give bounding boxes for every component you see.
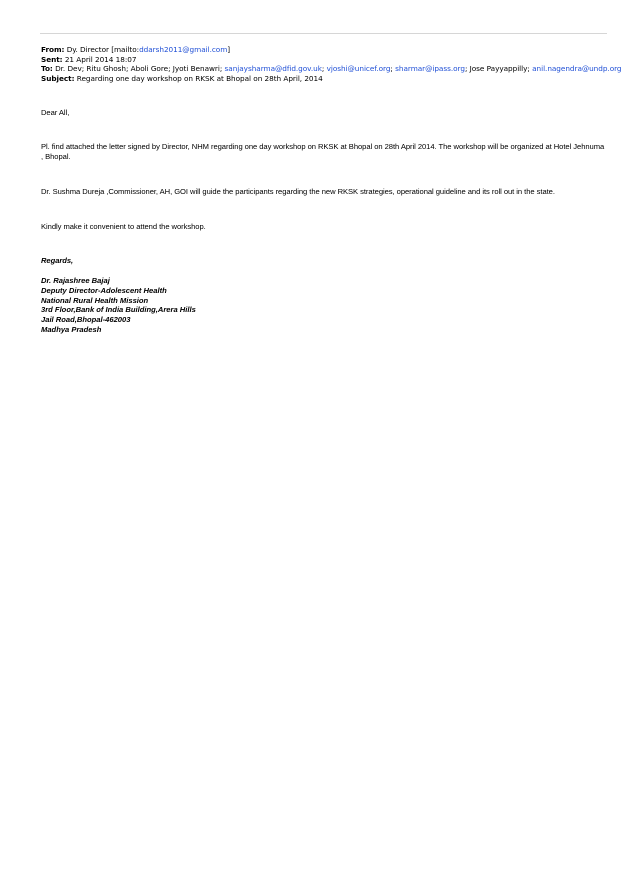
from-email-link[interactable]: ddarsh2011@gmail.com: [139, 45, 228, 54]
paragraph-request: Kindly make it convenient to attend the workshop.: [41, 222, 206, 231]
header-divider: [40, 33, 607, 34]
to-separator-1: ;: [321, 64, 325, 74]
regards-line: Regards,: [41, 256, 74, 265]
signature-title: Deputy Director-Adolescent Health: [41, 285, 167, 295]
subject-value: Regarding one day workshop on RKSK at Bhopal on 28th April, 2014: [76, 73, 323, 83]
to-email-link-3[interactable]: sharmar@ipass.org: [395, 64, 465, 74]
subject-row: [41, 74, 621, 84]
signature-block: [41, 276, 196, 335]
to-names-1: Dr. Dev; Ritu Ghosh; Aboli Gore; Jyoti Benawri;: [55, 64, 223, 74]
to-label: To:: [41, 64, 53, 74]
signature-address-2: Jail Road,Bhopal-462003: [41, 315, 131, 325]
paragraph-attachment-note: Pl. find attached the letter signed by Director, NHM regarding one day workshop on RKSK at Bhopal on 28th April 2014. The workshop will be organized at Hotel Jehnuma , Bhopal.: [41, 142, 605, 161]
to-email-link-2[interactable]: vjoshi@unicef.org: [326, 64, 391, 74]
to-row: [41, 64, 621, 74]
from-close: ]: [227, 45, 231, 54]
greeting: Dear All,: [41, 108, 70, 117]
email-header: [41, 45, 621, 83]
from-name: Dy. Director [mailto:: [66, 45, 140, 54]
sent-value: 21 April 2014 18:07: [64, 54, 137, 64]
subject-label: Subject:: [41, 73, 75, 83]
sent-label: Sent:: [41, 54, 63, 64]
sent-row: [41, 55, 621, 65]
from-label: From:: [41, 45, 65, 54]
signature-state: Madhya Pradesh: [41, 324, 102, 334]
to-separator-3: ;: [464, 64, 468, 74]
signature-address-1: 3rd Floor,Bank of India Building,Arera Hills: [41, 305, 196, 315]
to-separator-2: ;: [390, 64, 393, 74]
to-email-link-4[interactable]: anil.nagendra@undp.org: [532, 64, 622, 74]
to-names-2: Jose Payyappilly;: [469, 64, 530, 74]
paragraph-commissioner-note: Dr. Sushma Dureja ,Commissioner, AH, GOI will guide the participants regarding the new RKSK strategies, operational guideline and its roll out in the state.: [41, 187, 555, 196]
signature-org: National Rural Health Mission: [41, 295, 149, 305]
from-row: [41, 45, 621, 55]
signature-name: Dr. Rajashree Bajaj: [41, 276, 110, 285]
to-email-link-1[interactable]: sanjaysharma@dfid.gov.uk: [224, 64, 322, 74]
